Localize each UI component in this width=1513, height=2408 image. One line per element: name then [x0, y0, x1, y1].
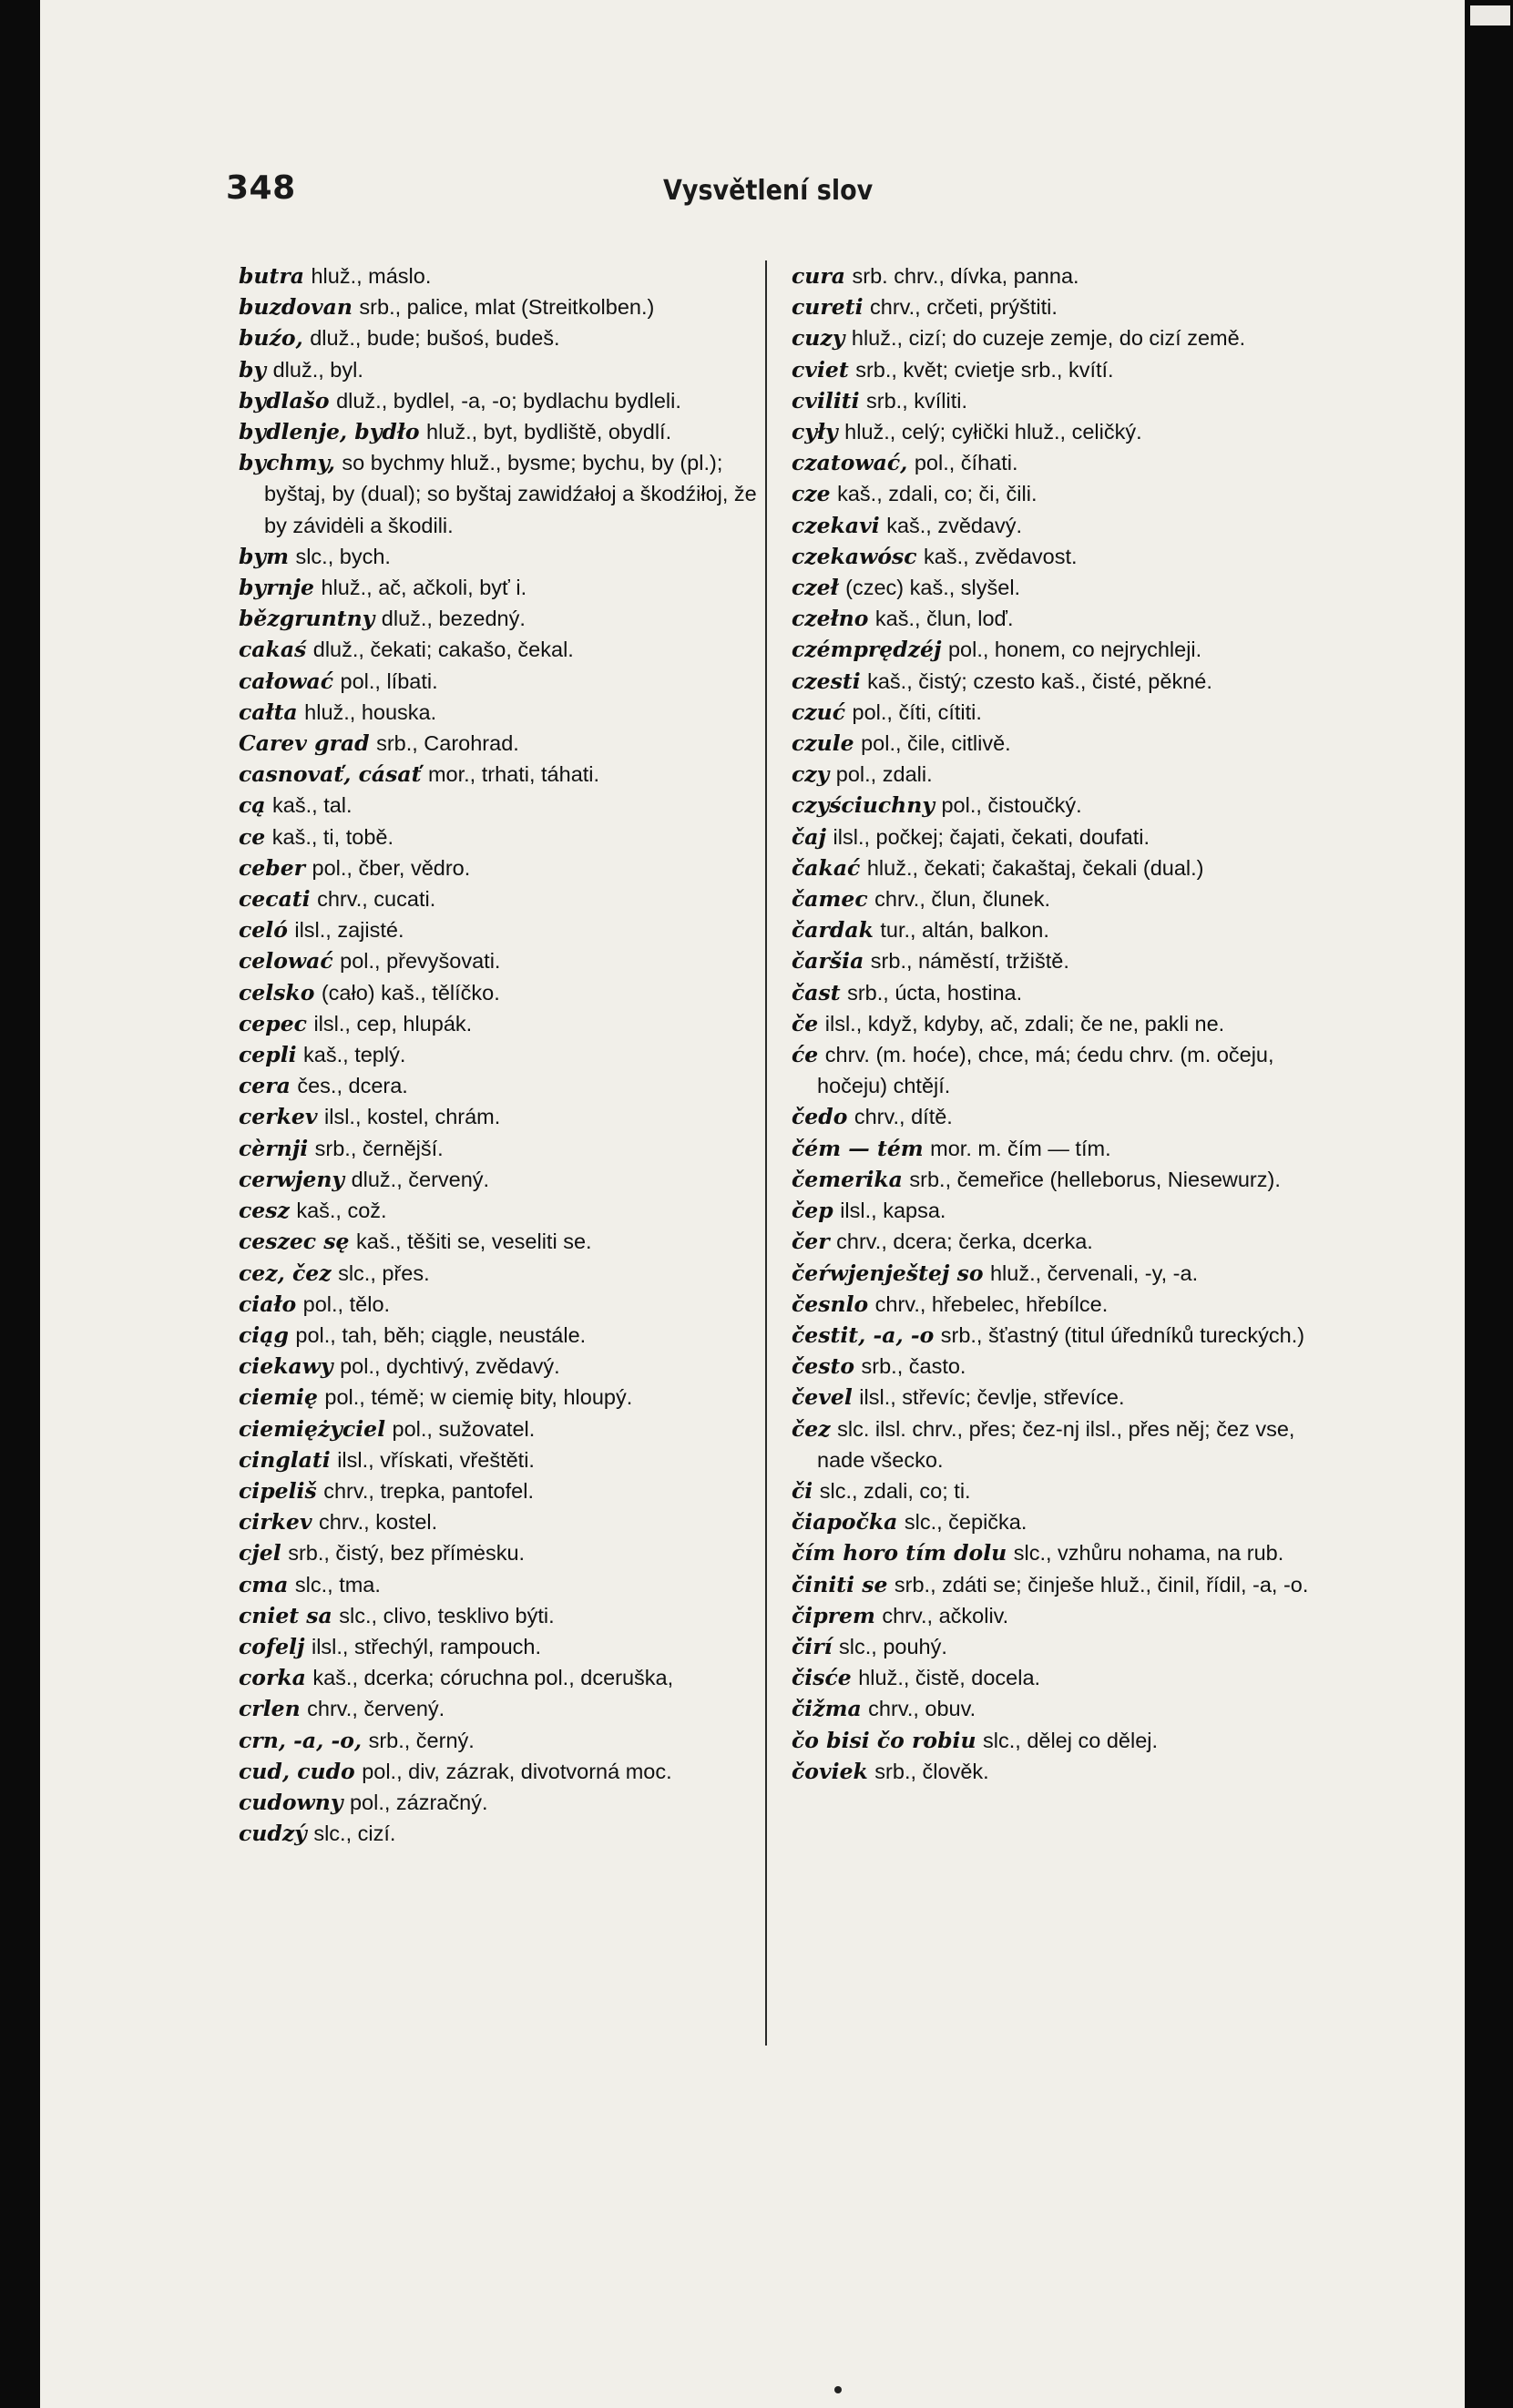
glossary-entry — [792, 1258, 1311, 1289]
headword: bychmy, — [239, 450, 335, 476]
headword: czyściuchny — [792, 792, 935, 819]
definition: dluž., bydlel, -a, -o; bydlachu bydleli. — [336, 388, 681, 413]
definition: pol., převyšovati. — [340, 949, 501, 974]
glossary-entry — [239, 1444, 758, 1475]
headword: če — [792, 1010, 819, 1036]
headword: čiapočka — [792, 1509, 898, 1536]
glossary-entry — [239, 1382, 758, 1413]
headword: čemerika — [792, 1166, 903, 1192]
glossary-entry — [792, 291, 1311, 322]
definition: pol., čber, vědro. — [312, 855, 471, 880]
headword: cudzý — [239, 1821, 307, 1847]
headword: bydlenje, bydło — [239, 419, 420, 445]
definition: dluž., bezedný. — [381, 607, 526, 631]
glossary-entry — [792, 1537, 1311, 1568]
headword: će — [792, 1042, 819, 1068]
scan-edge — [1465, 0, 1513, 2408]
glossary-entry — [239, 821, 758, 852]
column-divider — [765, 260, 767, 2046]
definition: hluž., cizí; do cuzeje zemje, do cizí země. — [851, 326, 1246, 351]
glossary-entry — [239, 447, 758, 541]
headword: crlen — [239, 1696, 301, 1722]
definition: dluž., červený. — [351, 1167, 490, 1191]
headword: casnovať, cásať — [239, 761, 422, 788]
headword: bym — [239, 543, 289, 569]
definition: hluž., máslo. — [311, 264, 432, 288]
headword: čestit, -a, -o — [792, 1321, 935, 1348]
glossary-entry — [792, 1506, 1311, 1537]
definition: chrv., člun, člunek. — [874, 887, 1051, 912]
glossary-entry — [792, 541, 1311, 572]
definition: (czec) kaš., slyšel. — [845, 576, 1021, 600]
glossary-entry — [239, 1039, 758, 1070]
glossary-entry — [239, 416, 758, 447]
headword: butra — [239, 263, 304, 289]
definition: slc., pouhý. — [839, 1634, 947, 1658]
definition: kaš., zdali, co; či, čili. — [837, 482, 1038, 506]
headword: cepli — [239, 1042, 297, 1068]
definition: dluž., čekati; cakašo, čekal. — [312, 638, 574, 662]
headword: bězgruntny — [239, 606, 375, 632]
headword: cud, cudo — [239, 1758, 355, 1784]
headword: bydlašo — [239, 387, 330, 413]
page-header — [226, 169, 955, 217]
headword: całować — [239, 668, 334, 694]
headword: ciekawy — [239, 1353, 333, 1380]
headword: čer — [792, 1229, 830, 1255]
glossary-entry — [792, 416, 1311, 447]
headword: cirkev — [239, 1509, 312, 1536]
headword: čakać — [792, 854, 861, 881]
headword: čoviek — [792, 1758, 868, 1784]
definition: kaš., zvědavý. — [886, 513, 1023, 537]
definition: srb., náměstí, tržiště. — [870, 949, 1069, 974]
glossary-entry — [239, 1537, 758, 1568]
definition: ilsl., střechýl, rampouch. — [311, 1634, 542, 1658]
definition: kaš., teplý. — [303, 1043, 406, 1067]
glossary-entry — [239, 977, 758, 1008]
definition: chrv., cucati. — [317, 887, 436, 912]
headword: cviet — [792, 356, 849, 383]
glossary-entry — [792, 478, 1311, 509]
glossary-entry — [239, 883, 758, 914]
headword: czatować, — [792, 450, 908, 476]
headword: cyły — [792, 419, 838, 445]
headword: ce — [239, 823, 266, 850]
glossary-entry — [792, 883, 1311, 914]
definition: hluž., byt, bydliště, obydlí. — [426, 420, 672, 444]
definition: kaš., těšiti se, veseliti se. — [355, 1230, 592, 1254]
scan-mark — [834, 2386, 842, 2393]
glossary-entry — [239, 634, 758, 665]
glossary-entry — [792, 759, 1311, 790]
glossary-entry — [792, 1320, 1311, 1351]
definition: slc., přes. — [338, 1260, 430, 1285]
definition: pol., líbati. — [340, 668, 438, 693]
glossary-entry — [792, 666, 1311, 697]
definition: ilsl., když, kdyby, ač, zdali; če ne, pakli ne. — [824, 1011, 1225, 1036]
headword: ciało — [239, 1291, 297, 1317]
definition: kaš., ti, tobě. — [271, 824, 394, 849]
headword: byrnje — [239, 575, 315, 601]
headword: cipeliš — [239, 1477, 317, 1504]
definition: slc. ilsl. chrv., přes; čez-nj ilsl., přes něj; čez vse, nade všecko. — [817, 1416, 1295, 1472]
headword: czeł — [792, 575, 839, 601]
glossary-entry — [792, 1413, 1311, 1475]
headword: cviliti — [792, 387, 860, 413]
glossary-entry — [792, 354, 1311, 385]
headword: čez — [792, 1415, 831, 1442]
definition: hluž., čekati; čakaštaj, čekali (dual.) — [866, 855, 1204, 880]
glossary-entry — [792, 1662, 1311, 1693]
headword: cepec — [239, 1010, 307, 1036]
glossary-entry — [239, 1101, 758, 1132]
headword: česnlo — [792, 1291, 869, 1317]
running-title: Vysvětlení slov — [663, 175, 874, 207]
glossary-entry — [239, 1569, 758, 1600]
glossary-entry — [792, 1164, 1311, 1195]
definition: srb., palice, mlat (Streitkolben.) — [359, 295, 655, 320]
glossary-entry — [239, 1506, 758, 1537]
headword: czekawósc — [792, 543, 917, 569]
glossary-entry — [239, 1818, 758, 1849]
headword: cuzy — [792, 325, 845, 352]
glossary-entry — [792, 1351, 1311, 1382]
definition: (cało) kaš., tělíčko. — [321, 980, 500, 1005]
definition: srb., člověk. — [874, 1759, 989, 1783]
definition: srb. chrv., dívka, panna. — [852, 264, 1079, 288]
glossary-entry — [239, 728, 758, 759]
definition: slc., zdali, co; ti. — [819, 1478, 971, 1503]
glossary-entry — [792, 1569, 1311, 1600]
headword: cèrnji — [239, 1135, 309, 1161]
definition: pol., čistoučký. — [941, 793, 1082, 818]
definition: chrv., červený. — [307, 1697, 445, 1721]
headword: corka — [239, 1665, 306, 1691]
glossary-entry — [239, 914, 758, 945]
glossary-entry — [239, 1226, 758, 1257]
definition: chrv., crčeti, prýštiti. — [870, 295, 1058, 320]
definition: chrv., trepka, pantofel. — [323, 1478, 534, 1503]
definition: slc., tma. — [294, 1572, 381, 1597]
definition: slc., čepička. — [904, 1510, 1027, 1535]
definition: mor. m. čím — tím. — [930, 1136, 1111, 1160]
definition: kaš., což. — [296, 1199, 387, 1223]
glossary-entry — [792, 510, 1311, 541]
glossary-entry — [792, 1289, 1311, 1320]
headword: čiprem — [792, 1602, 875, 1628]
headword: ceszec sę — [239, 1229, 350, 1255]
headword: čevel — [792, 1384, 853, 1411]
headword: cesz — [239, 1198, 290, 1224]
headword: cera — [239, 1073, 291, 1099]
glossary-entry — [792, 1693, 1311, 1724]
definition: srb., květ; cvietje srb., kvítí. — [855, 357, 1114, 382]
glossary-entry — [239, 1070, 758, 1101]
definition: pol., sužovatel. — [392, 1416, 536, 1441]
glossary-entry — [239, 322, 758, 353]
headword: čeŕwjenještej so — [792, 1260, 984, 1286]
definition: slc., dělej co dělej. — [983, 1728, 1159, 1752]
definition: slc., vzhůru nohama, na rub. — [1013, 1541, 1284, 1566]
headword: cerwjeny — [239, 1166, 345, 1192]
glossary-entry — [792, 790, 1311, 821]
headword: Carev grad — [239, 730, 370, 757]
glossary-entry — [239, 1413, 758, 1444]
glossary-entry — [239, 572, 758, 603]
headword: činiti se — [792, 1571, 888, 1597]
headword: celó — [239, 917, 288, 944]
headword: czuć — [792, 699, 846, 725]
glossary-entry — [239, 945, 758, 976]
definition: hluž., celý; cyłički hluž., celičký. — [844, 420, 1142, 444]
glossary-entry — [792, 945, 1311, 976]
glossary-entry — [792, 1600, 1311, 1631]
glossary-entry — [792, 634, 1311, 665]
headword: cofelj — [239, 1633, 305, 1659]
glossary-entry — [239, 1756, 758, 1787]
definition: pol., zdali. — [835, 762, 933, 787]
glossary-entry — [792, 728, 1311, 759]
glossary-entry — [239, 1693, 758, 1724]
definition: pol., číti, cítiti. — [852, 699, 982, 724]
definition: dluž., bude; bušoś, budeš. — [310, 326, 560, 351]
glossary-entry — [239, 260, 758, 291]
definition: ilsl., střevíc; čevlje, střevíce. — [859, 1385, 1125, 1410]
glossary-entry — [792, 1382, 1311, 1413]
headword: ciemię — [239, 1384, 318, 1411]
headword: ciąg — [239, 1321, 289, 1348]
headword: cudowny — [239, 1789, 343, 1815]
headword: cecati — [239, 886, 311, 913]
definition: pol., honem, co nejrychleji. — [947, 638, 1202, 662]
definition: chrv., obuv. — [868, 1697, 976, 1721]
glossary-entry — [792, 1725, 1311, 1756]
headword: či — [792, 1477, 813, 1504]
headword: čaršia — [792, 948, 864, 974]
glossary-entry — [239, 1289, 758, 1320]
glossary-column-right — [792, 260, 1311, 1787]
definition: pol., čile, citlivě. — [861, 731, 1011, 756]
glossary-entry — [792, 977, 1311, 1008]
glossary-entry — [239, 541, 758, 572]
glossary-entry — [792, 1195, 1311, 1226]
definition: hluž., houska. — [304, 699, 437, 724]
glossary-entry — [239, 1787, 758, 1818]
glossary-entry — [239, 790, 758, 821]
headword: čém — tém — [792, 1135, 924, 1161]
headword: by — [239, 356, 267, 383]
glossary-entry — [792, 447, 1311, 478]
headword: czy — [792, 761, 830, 788]
definition: srb., úcta, hostina. — [847, 980, 1023, 1005]
glossary-entry — [792, 697, 1311, 728]
glossary-entry — [792, 914, 1311, 945]
headword: cinglati — [239, 1446, 331, 1473]
glossary-entry — [239, 1320, 758, 1351]
glossary-entry — [239, 1725, 758, 1756]
glossary-entry — [239, 603, 758, 634]
glossary-entry — [239, 1600, 758, 1631]
headword: czule — [792, 730, 854, 757]
definition: srb., čemeřice (helleborus, Niesewurz). — [909, 1167, 1281, 1191]
glossary-entry — [792, 1475, 1311, 1506]
headword: čamec — [792, 886, 868, 913]
glossary-entry — [239, 385, 758, 416]
headword: čím horo tím dolu — [792, 1540, 1007, 1566]
glossary-entry — [792, 572, 1311, 603]
glossary-entry — [792, 1039, 1311, 1101]
glossary-entry — [239, 1164, 758, 1195]
glossary-entry — [792, 385, 1311, 416]
definition: pol., témě; w ciemię bity, hloupý. — [324, 1385, 633, 1410]
headword: cura — [792, 263, 846, 289]
definition: hluž., ač, ačkoli, byť i. — [321, 576, 527, 600]
glossary-entry — [239, 354, 758, 385]
glossary-entry — [239, 852, 758, 883]
definition: ilsl., kapsa. — [840, 1199, 946, 1223]
glossary-entry — [792, 322, 1311, 353]
definition: ilsl., kostel, chrám. — [324, 1105, 501, 1129]
definition: čes., dcera. — [297, 1074, 408, 1098]
headword: čižma — [792, 1696, 862, 1722]
headword: czekavi — [792, 512, 880, 538]
glossary-entry — [792, 1226, 1311, 1257]
glossary-entry — [792, 1101, 1311, 1132]
definition: dluž., byl. — [272, 357, 363, 382]
definition: srb., černý. — [368, 1728, 475, 1752]
headword: crn, -a, -o, — [239, 1727, 363, 1753]
definition: chrv., ačkoliv. — [882, 1603, 1009, 1627]
definition: srb., šťastný (titul úředníků tureckých.) — [940, 1322, 1305, 1347]
headword: cez, čez — [239, 1260, 332, 1286]
definition: ilsl., cep, hlupák. — [313, 1011, 473, 1036]
headword: čedo — [792, 1104, 848, 1130]
definition: pol., div, zázrak, divotvorná moc. — [362, 1759, 672, 1783]
definition: chrv., dítě. — [854, 1105, 953, 1129]
definition: srb., čistý, bez přímėsku. — [288, 1541, 526, 1566]
definition: mor., trhati, táhati. — [427, 762, 600, 787]
glossary-entry — [239, 697, 758, 728]
definition: pol., dychtivý, zvědavý. — [340, 1354, 560, 1379]
scan-tab — [1470, 5, 1510, 26]
headword: cą — [239, 792, 266, 819]
headword: czémprędzéj — [792, 637, 942, 663]
headword: cerkev — [239, 1104, 318, 1130]
definition: kaš., tal. — [272, 793, 353, 818]
headword: čep — [792, 1198, 833, 1224]
glossary-entry — [239, 759, 758, 790]
glossary-entry — [239, 1008, 758, 1039]
headword: całta — [239, 699, 298, 725]
headword: celsko — [239, 979, 315, 1005]
glossary-entry — [239, 1351, 758, 1382]
headword: celować — [239, 948, 333, 974]
headword: ceber — [239, 854, 306, 881]
headword: cze — [792, 481, 831, 507]
glossary-entry — [239, 1133, 758, 1164]
definition: kaš., čistý; czesto kaš., čisté, pěkné. — [867, 668, 1212, 693]
headword: čardak — [792, 917, 874, 944]
definition: pol., tah, běh; ciągle, neustále. — [295, 1322, 587, 1347]
glossary-entry — [239, 1475, 758, 1506]
definition: srb., Carohrad. — [376, 731, 519, 756]
glossary-entry — [792, 1133, 1311, 1164]
definition: chrv., kostel. — [319, 1510, 438, 1535]
headword: čaj — [792, 823, 827, 850]
headword: čisće — [792, 1665, 852, 1691]
headword: ciemiężyciel — [239, 1415, 386, 1442]
glossary-entry — [239, 291, 758, 322]
page-number: 348 — [226, 169, 296, 207]
glossary-entry — [792, 1008, 1311, 1039]
definition: kaš., dcerka; córuchna pol., dceruška, — [312, 1666, 674, 1690]
headword: buzdovan — [239, 294, 353, 321]
glossary-entry — [792, 821, 1311, 852]
glossary-entry — [792, 603, 1311, 634]
definition: kaš., zvědavost. — [924, 544, 1078, 568]
definition: srb., zdáti se; činješe hluž., činil, řídil, -a, -o. — [894, 1572, 1309, 1597]
glossary-entry — [239, 1258, 758, 1289]
glossary-entry — [792, 1756, 1311, 1787]
headword: czełno — [792, 606, 869, 632]
definition: tur., altán, balkon. — [880, 918, 1049, 943]
glossary-entry — [792, 1631, 1311, 1662]
headword: buźo, — [239, 325, 303, 352]
definition: ilsl., zajisté. — [294, 918, 404, 943]
definition: slc., bych. — [295, 544, 391, 568]
headword: čo bisi čo robiu — [792, 1727, 976, 1753]
headword: cakaś — [239, 637, 307, 663]
definition: chrv., dcera; čerka, dcerka. — [836, 1230, 1093, 1254]
definition: srb., černější. — [314, 1136, 444, 1160]
definition: slc., clivo, tesklivo býti. — [339, 1603, 555, 1627]
definition: chrv. (m. hoće), chce, má; ćedu chrv. (m. očeju, hočeju) chtějí. — [817, 1043, 1274, 1098]
definition: ilsl., vřískati, vřeštěti. — [337, 1447, 535, 1472]
definition: slc., cizí. — [313, 1821, 396, 1846]
headword: cjel — [239, 1540, 281, 1566]
definition: srb., kvíliti. — [866, 388, 967, 413]
glossary-entry — [792, 260, 1311, 291]
glossary-entry — [239, 1195, 758, 1226]
headword: često — [792, 1353, 855, 1380]
glossary-entry — [239, 1631, 758, 1662]
headword: cureti — [792, 294, 864, 321]
headword: cniet sa — [239, 1602, 332, 1628]
headword: čast — [792, 979, 841, 1005]
definition: hluž., červenali, -y, -a. — [989, 1260, 1199, 1285]
definition: srb., často. — [861, 1354, 966, 1379]
definition: pol., zázračný. — [349, 1790, 488, 1814]
definition: kaš., člun, loď. — [874, 607, 1014, 631]
headword: czesti — [792, 668, 861, 694]
headword: čirí — [792, 1633, 833, 1659]
definition: hluž., čistě, docela. — [858, 1666, 1041, 1690]
definition: chrv., hřebelec, hřebílce. — [874, 1291, 1109, 1316]
definition: pol., číhati. — [914, 451, 1018, 475]
definition: so bychmy hluž., bysme; bychu, by (pl.); byštaj, by (dual); so byštaj zawidźałoj a škodźiłoj, že by závidėli a škodili. — [264, 451, 757, 537]
glossary-entry — [239, 1662, 758, 1693]
headword: cma — [239, 1571, 289, 1597]
glossary-entry — [792, 852, 1311, 883]
glossary-entry — [239, 666, 758, 697]
glossary-column-left — [239, 260, 758, 1849]
definition: pol., tělo. — [302, 1291, 391, 1316]
definition: ilsl., počkej; čajati, čekati, doufati. — [833, 824, 1150, 849]
